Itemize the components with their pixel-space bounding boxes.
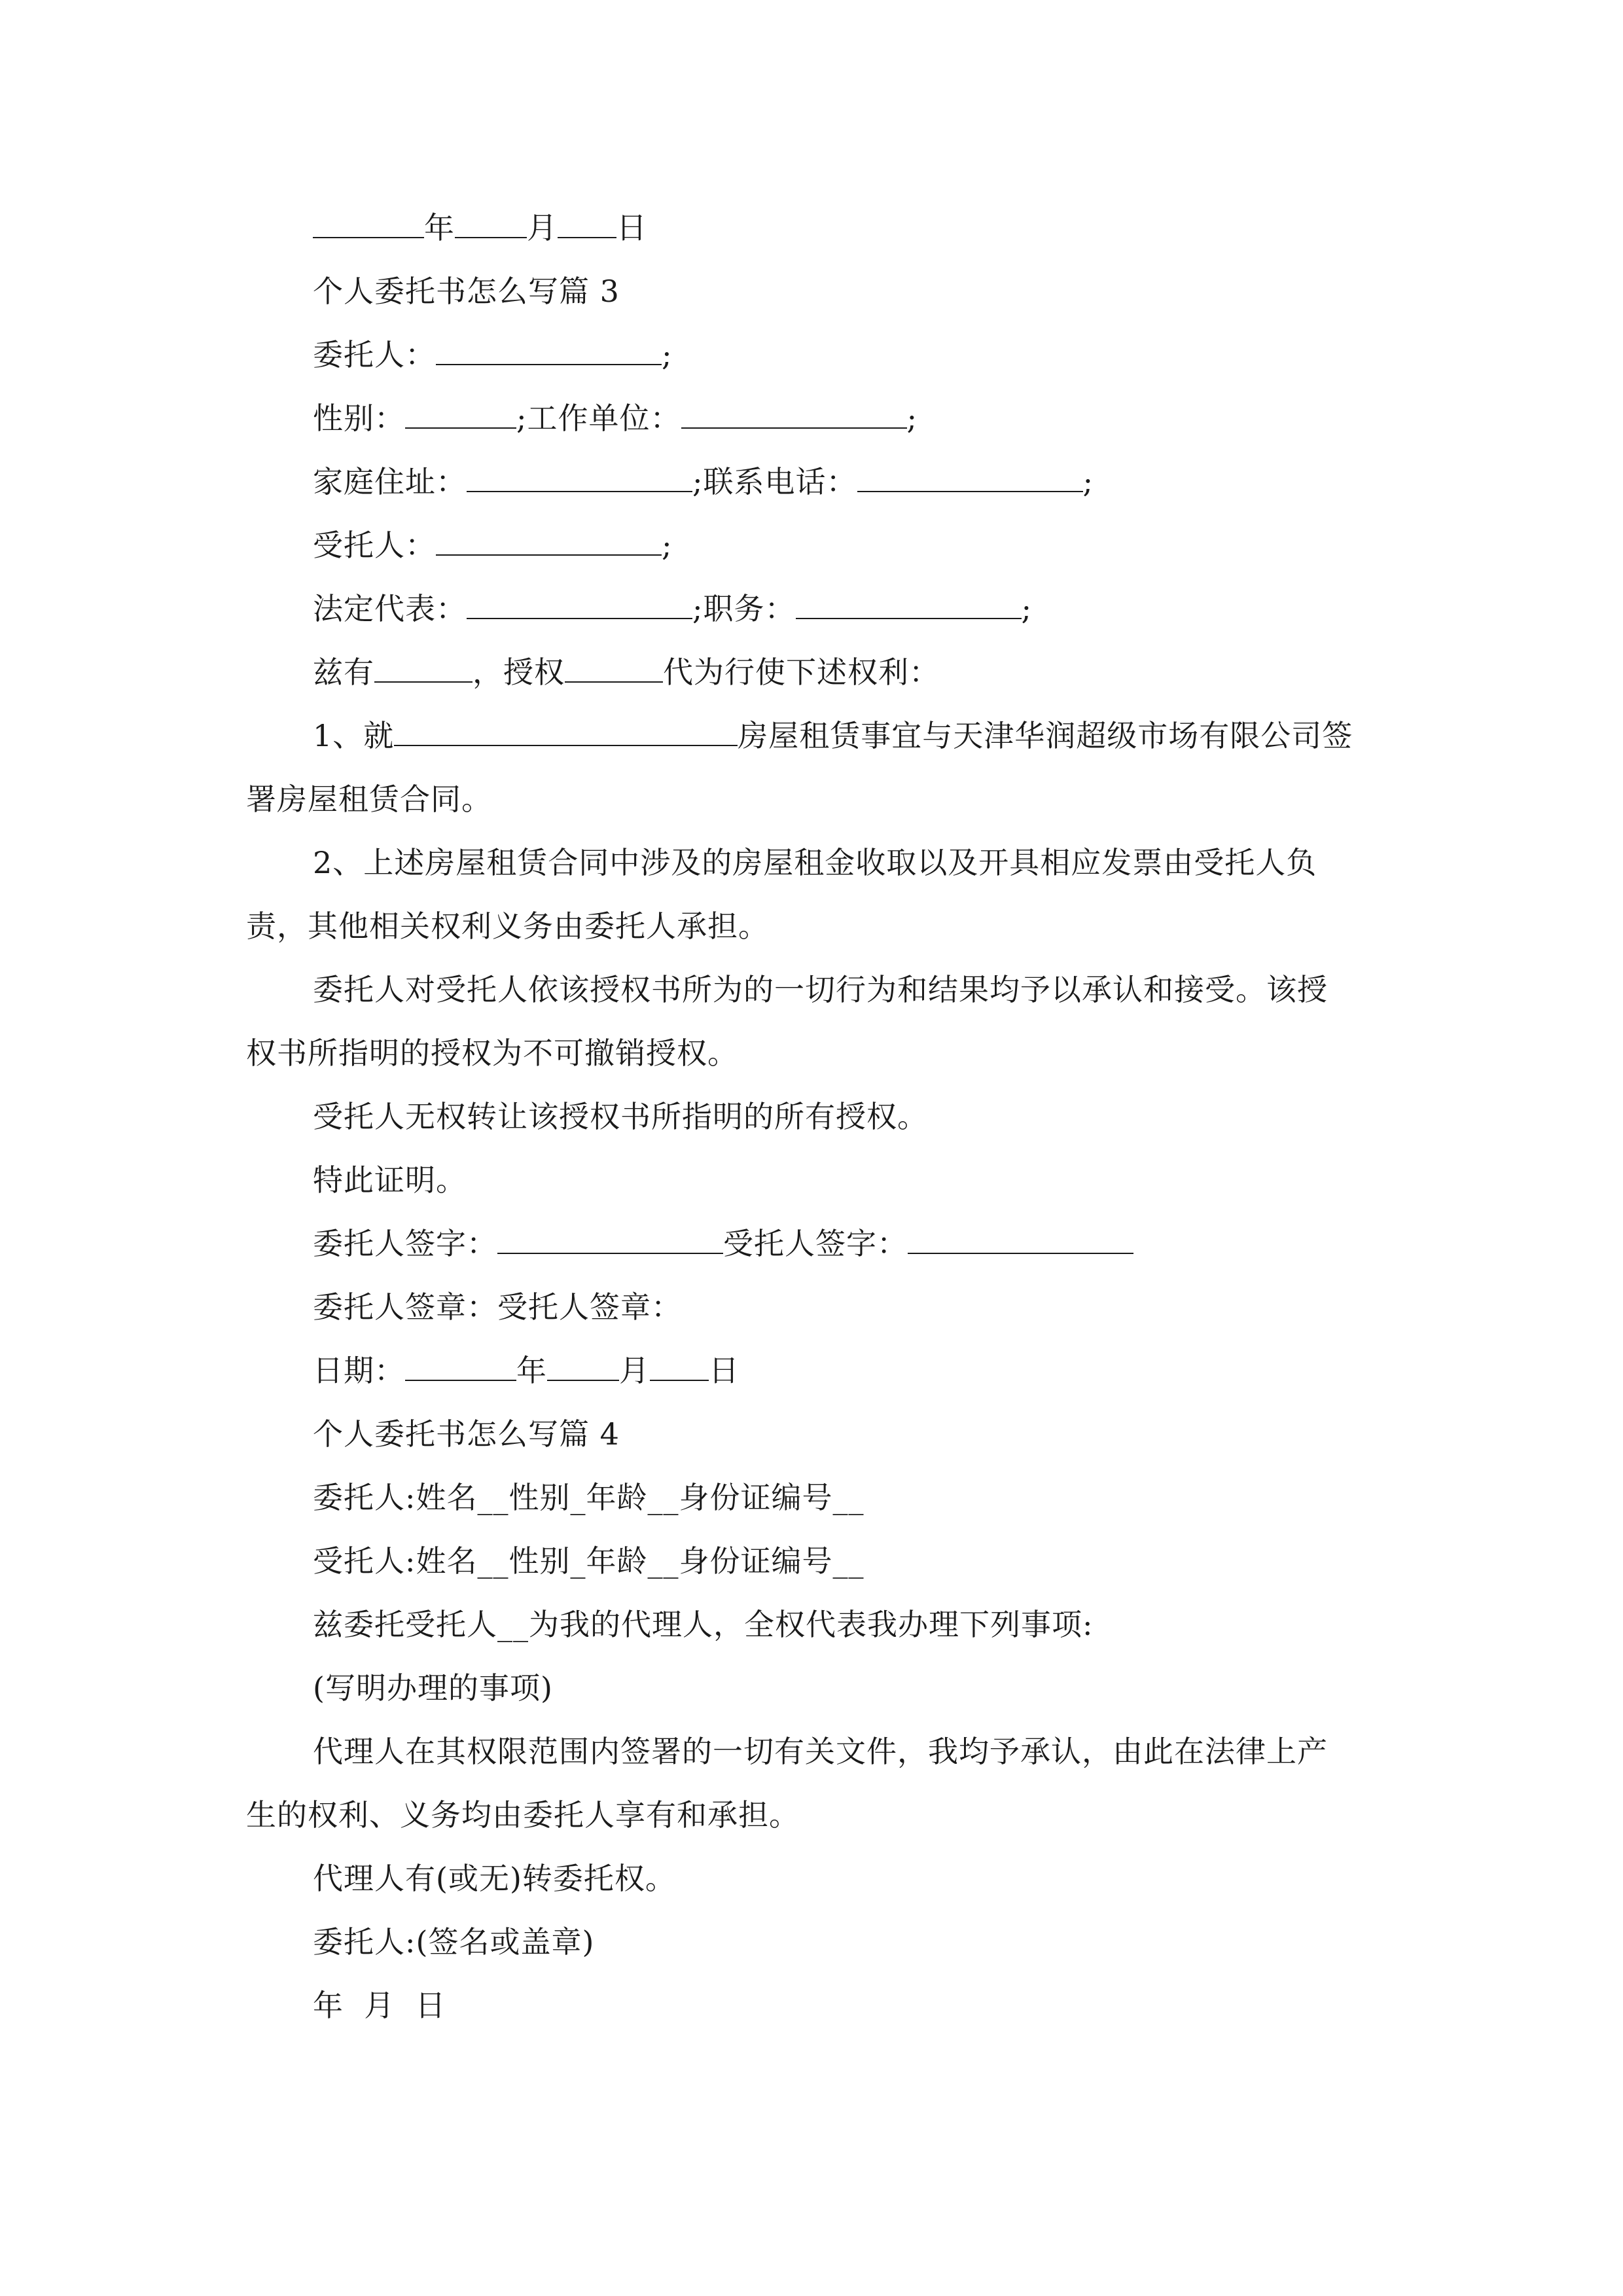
phone-label: ;联系电话： (692, 464, 857, 499)
seal-line: 委托人签章：受托人签章： (313, 1289, 682, 1325)
item1-line (313, 716, 1353, 755)
date-year: 年 (516, 1353, 547, 1388)
home-address-label: 家庭住址： (313, 464, 467, 499)
section3-heading: 个人委托书怎么写篇 3 (313, 274, 620, 309)
section4-principal-line: 委托人:姓名__性别_年龄__身份证编号__ (313, 1480, 865, 1515)
item1-blank (394, 716, 738, 746)
authorize-text-2: ，授权 (473, 655, 565, 690)
principal-label: 委托人： (313, 337, 436, 372)
phone-end: ; (1082, 464, 1094, 499)
recognize-line1: 委托人对受托人依该授权书所为的一切行为和结果均予以承认和接受。该授 (313, 972, 1328, 1007)
authorize-blank-2 (565, 653, 663, 683)
phone-blank (857, 462, 1083, 492)
year-label: 年 (424, 210, 455, 245)
authorization-line (313, 653, 940, 692)
recognize-line2: 权书所指明的授权为不可撤销授权。 (246, 1035, 738, 1071)
no-transfer-line: 受托人无权转让该授权书所指明的所有授权。 (313, 1099, 928, 1134)
agent-label: 受托人： (313, 528, 436, 563)
position-end: ; (1021, 591, 1032, 626)
date-month-blank (547, 1351, 619, 1381)
blank-day (558, 208, 616, 238)
section4-matters-line: (写明办理的事项) (313, 1670, 553, 1706)
section4-sign-docs-line2: 生的权利、义务均由委托人享有和承担。 (246, 1797, 800, 1833)
item1-continuation: 署房屋租赁合同。 (246, 781, 492, 817)
date-day: 日 (709, 1353, 740, 1388)
date-label: 日期： (313, 1353, 405, 1388)
legal-rep-label: 法定代表： (313, 591, 467, 626)
section4-principal-sign-line: 委托人:(签名或盖章) (313, 1924, 595, 1960)
home-address-blank (467, 462, 692, 492)
sign-principal-blank (497, 1224, 723, 1254)
section3-date-line (313, 1351, 740, 1390)
date-year-blank (405, 1351, 516, 1381)
authorize-text-1: 兹有 (313, 655, 374, 690)
section4-heading: 个人委托书怎么写篇 4 (313, 1416, 620, 1452)
signature-line (313, 1224, 1133, 1263)
work-unit-blank (681, 399, 907, 429)
sign-agent-blank (908, 1224, 1133, 1254)
address-phone-line (313, 462, 1094, 501)
item1-prefix: 1、就 (313, 718, 395, 753)
section4-agent-line: 受托人:姓名__性别_年龄__身份证编号__ (313, 1543, 865, 1579)
section4-appoint-line: 兹委托受托人__为我的代理人，全权代表我办理下列事项: (313, 1607, 1094, 1642)
agent-line (313, 526, 673, 565)
gender-label: 性别： (313, 401, 405, 436)
authorize-text-3: 代为行使下述权利： (663, 655, 940, 690)
item2-line2: 责，其他相关权利义务由委托人承担。 (246, 908, 769, 944)
section4-date-line: 年 月 日 (313, 1988, 446, 2023)
sign-agent-label: 受托人签字： (723, 1226, 908, 1261)
item2-line1: 2、上述房屋租赁合同中涉及的房屋租金收取以及开具相应发票由受托人负 (313, 845, 1317, 880)
date-day-blank (650, 1351, 709, 1381)
position-blank (796, 589, 1022, 619)
principal-blank (436, 335, 662, 365)
work-unit-end: ; (906, 401, 918, 436)
work-unit-label: ;工作单位： (516, 401, 681, 436)
position-label: ;职务： (692, 591, 796, 626)
certify-line: 特此证明。 (313, 1162, 467, 1198)
legal-rep-blank (467, 589, 692, 619)
month-label: 月 (527, 210, 558, 245)
item1-suffix: 房屋租赁事宜与天津华润超级市场有限公司签 (738, 718, 1353, 753)
agent-blank (436, 526, 662, 556)
gender-work-line (313, 399, 918, 438)
principal-line (313, 335, 673, 374)
date-month: 月 (619, 1353, 650, 1388)
legal-rep-line (313, 589, 1032, 628)
sign-principal-label: 委托人签字： (313, 1226, 497, 1261)
agent-end: ; (662, 528, 673, 563)
blank-year (313, 208, 424, 238)
date-line-top (313, 208, 647, 247)
day-label: 日 (616, 210, 647, 245)
section4-sub-delegation-line: 代理人有(或无)转委托权。 (313, 1861, 676, 1896)
blank-month (455, 208, 527, 238)
principal-end: ; (662, 337, 673, 372)
authorize-blank-1 (374, 653, 473, 683)
gender-blank (405, 399, 516, 429)
section4-sign-docs-line1: 代理人在其权限范围内签署的一切有关文件，我均予承认，由此在法律上产 (313, 1734, 1328, 1769)
